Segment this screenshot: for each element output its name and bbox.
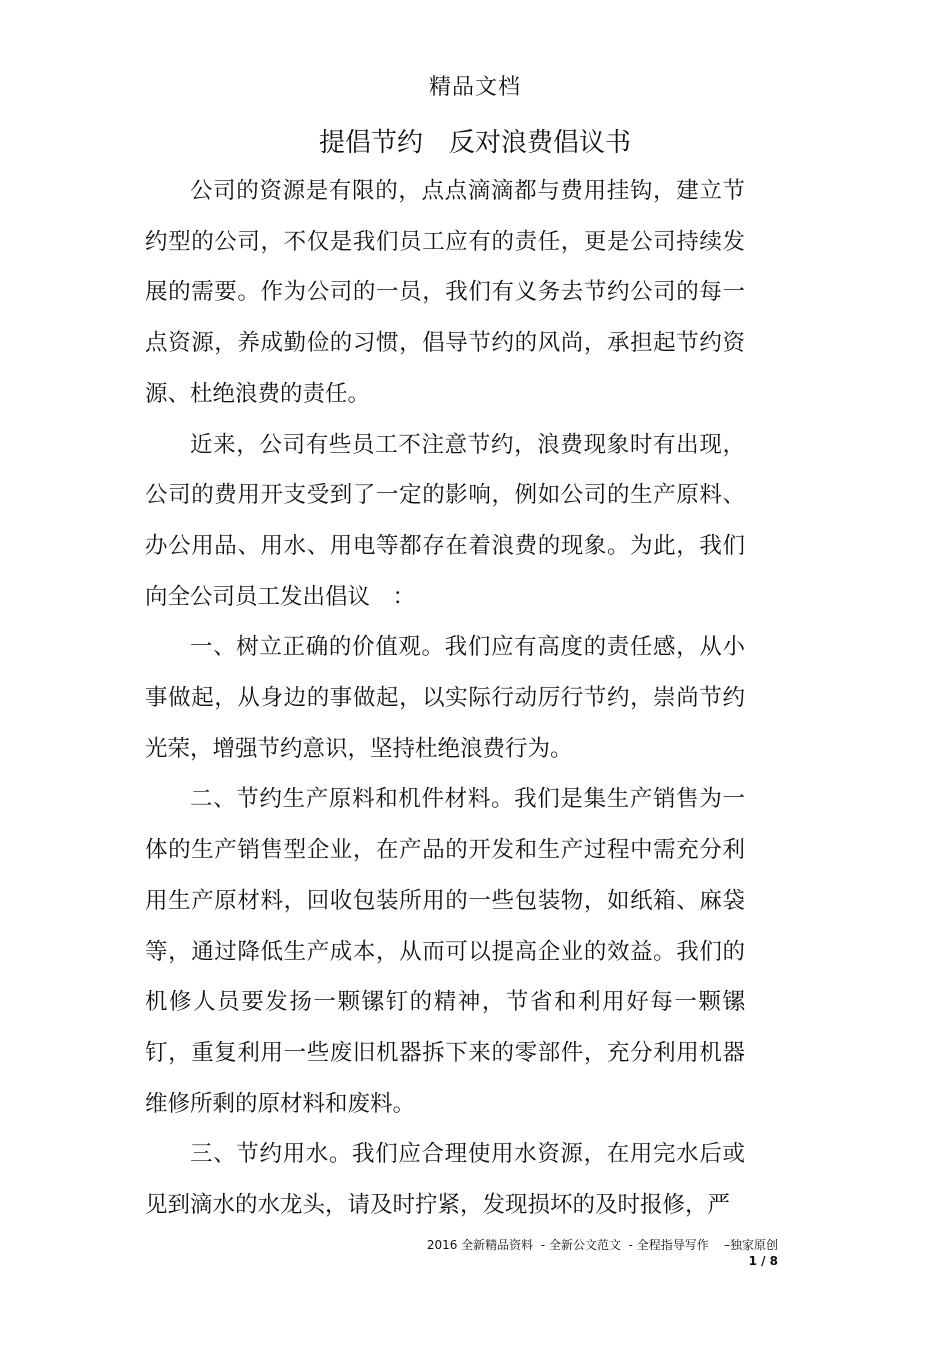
header-label: 精品文档 [428,75,521,100]
document-body [145,166,745,1231]
footer-text: 2016 全新精品资料 - 全新公文范文 - 全程指导写作 –独家原创 [426,1238,778,1252]
document-title: 提倡节约 反对浪费倡议书 [318,128,631,158]
paragraph-item-2: 二、节约生产原料和机件材料。我们是集生产销售为一体的生产销售型企业，在产品的开发和生产过程中需充分利用生产原材料，回收包装所用的一些包装物，如纸箱、麻袋等，通过降低生产成本，从而可以提高企业的效益。我们的机修人员要发扬一颗镙钉的精神，节省和利用好每一颗镙钉，重复利用一些废旧机器拆下来的零部件，充分利用机器维修所剩的原材料和废料。 [145,786,745,1117]
paragraph-item-1: 一、树立正确的价值观。我们应有高度的责任感，从小事做起，从身边的事做起，以实际行动厉行节约，崇尚节约光荣，增强节约意识，坚持杜绝浪费行为。 [145,634,745,762]
paragraph-situation: 近来，公司有些员工不注意节约，浪费现象时有出现，公司的费用开支受到了一定的影响，例如公司的生产原料、办公用品、用水、用电等都存在着浪费的现象。为此，我们向全公司员工发出倡议 ： [145,431,745,610]
page-number: 1 / 8 [748,1254,778,1268]
paragraph-intro: 公司的资源是有限的，点点滴滴都与费用挂钩，建立节约型的公司，不仅是我们员工应有的责任，更是公司持续发展的需要。作为公司的一员，我们有义务去节约公司的每一点资源，养成勤俭的习惯，倡导节约的风尚，承担起节约资源、杜绝浪费的责任。 [145,178,745,407]
paragraph-item-3: 三、节约用水。我们应合理使用水资源，在用完水后或见到滴水的水龙头，请及时拧紧，发现损坏的及时报修，严 [145,1141,745,1219]
